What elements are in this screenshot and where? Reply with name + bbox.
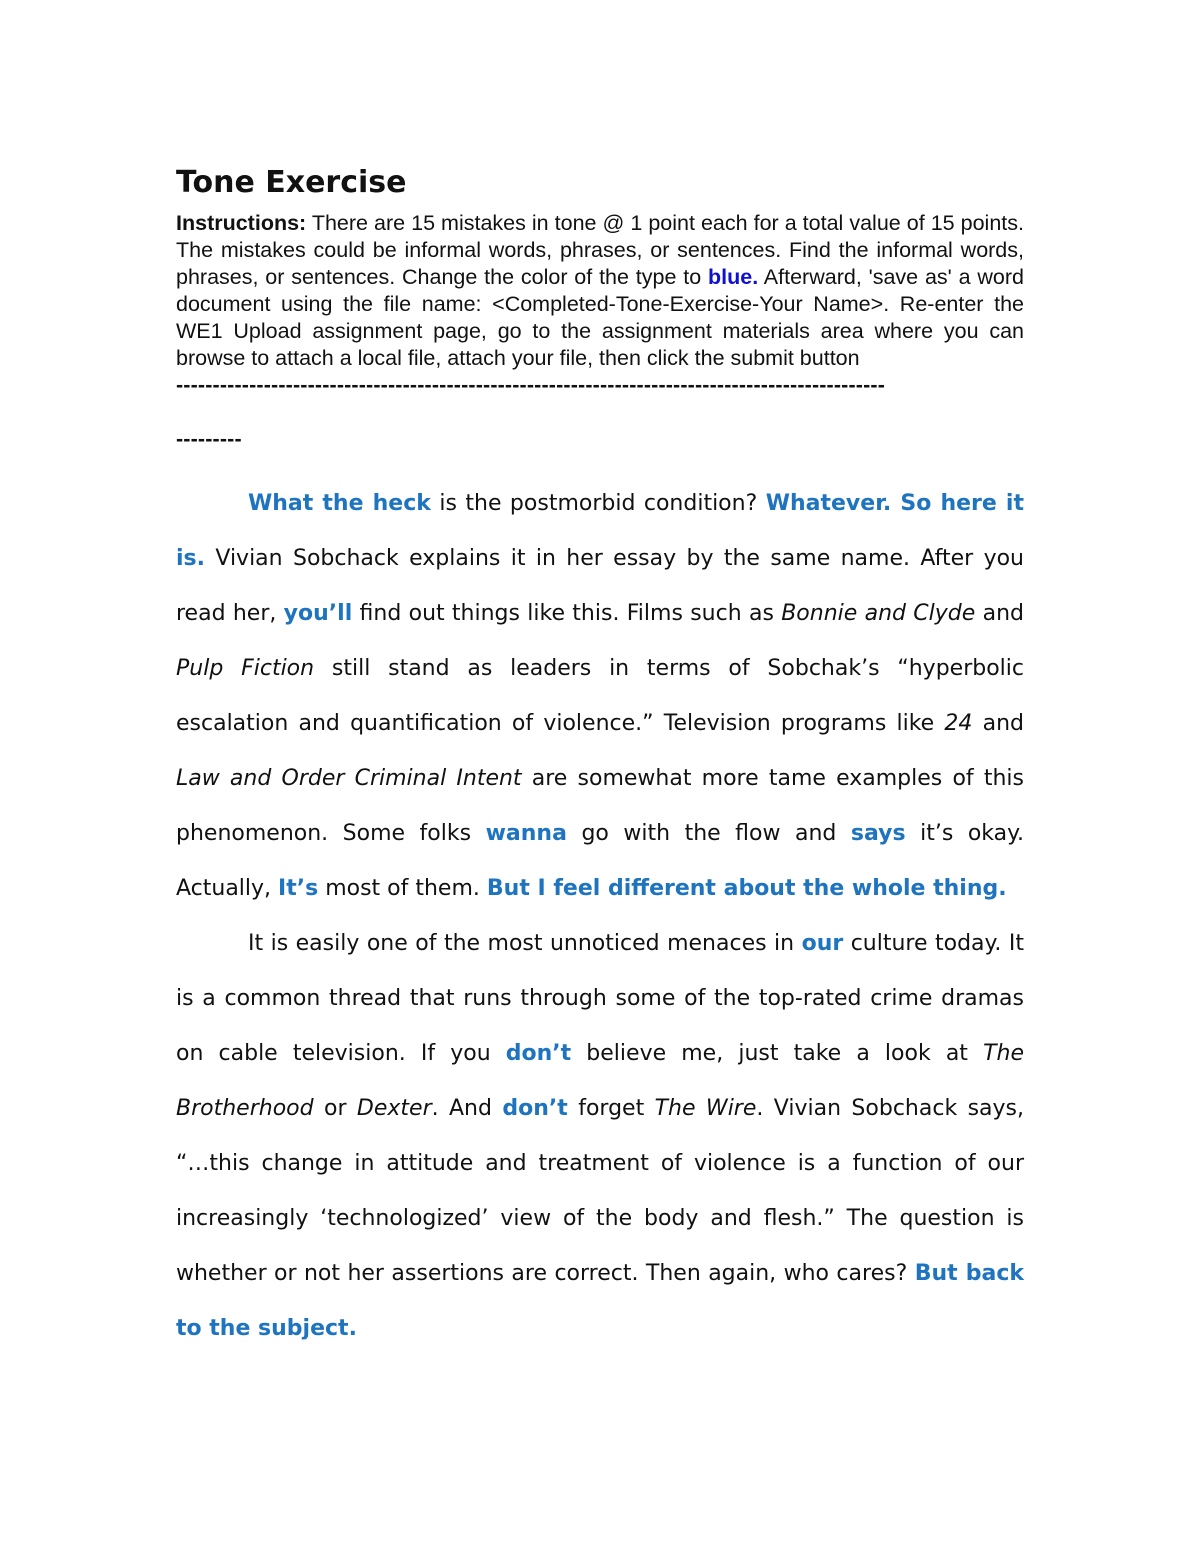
program-title: Law and Order Criminal Intent [176, 766, 522, 791]
text-run: forget [567, 1096, 655, 1121]
tone-mistake: What the heck [248, 491, 431, 516]
divider-line-1: ------------------------------------------------------------------------------------------------- [176, 373, 886, 397]
text-run: It is easily one of the most unnoticed menaces in [248, 931, 802, 956]
essay-paragraph-1 [176, 476, 1024, 916]
text-run: still stand as leaders in terms of Sobchak’s “hyperbolic escalation and quantification of violence.” Television programs like [176, 656, 1024, 736]
text-run: culture today. It is a common thread that runs through some of the top-rated crime dramas on cable television. If you [176, 931, 1024, 1066]
tone-mistake: don’t [502, 1096, 568, 1121]
divider-line-2: --------- [176, 427, 242, 451]
program-title: 24 [944, 711, 973, 736]
text-run: find out things like this. Films such as [352, 601, 782, 626]
text-run: . And [431, 1096, 503, 1121]
film-title: Pulp Fiction [176, 656, 315, 681]
film-title: Bonnie and Clyde [781, 601, 976, 626]
tone-mistake: Whatever. So here it is. [176, 491, 1024, 571]
text-run: and [972, 711, 1024, 736]
tone-mistake: But I feel different about the whole thing. [486, 876, 1007, 901]
program-title: The Wire [654, 1096, 757, 1121]
document-title: Tone Exercise [176, 165, 407, 200]
instructions-blue-word: blue. [708, 265, 759, 289]
program-title: The Brotherhood [176, 1041, 1024, 1121]
tone-mistake: don’t [505, 1041, 572, 1066]
text-run: is the postmorbid condition? [430, 491, 766, 516]
tone-mistake: our [801, 931, 844, 956]
text-run: Vivian Sobchack explains it in her essay by the same name. After you read her, [176, 546, 1024, 626]
tone-mistake: wanna [485, 821, 567, 846]
document-page [176, 160, 1024, 1356]
instructions-text-1: There are 15 mistakes in tone @ 1 point each for a total value of 15 points. The mistakes could be informal words, phrases, or sentences. Find the informal words, phrases, or sentences. Change the color of the type to [176, 211, 1024, 289]
text-run: are somewhat more tame examples of this phenomenon. Some folks [176, 766, 1024, 846]
program-title: Dexter [356, 1096, 432, 1121]
text-run: most of them. [318, 876, 487, 901]
tone-mistake: It’s [278, 876, 319, 901]
text-run: or [313, 1096, 357, 1121]
text-run: go with the flow and [566, 821, 851, 846]
instructions-text-2: Afterward, 'save as' a word document using the file name: <Completed-Tone-Exercise-Your Name>. Re-enter the WE1 Upload assignment page, go to the assignment materials area where you can browse to attach a local file, attach your file, then click the submit button [176, 265, 1024, 370]
text-run: it’s okay. Actually, [176, 821, 1024, 901]
instructions-label: Instructions: [176, 211, 307, 235]
essay-paragraph-2 [176, 916, 1024, 1356]
tone-mistake: But back to the subject. [176, 1261, 1024, 1341]
tone-mistake: you’ll [283, 601, 353, 626]
text-run: . Vivian Sobchack says, “…this change in attitude and treatment of violence is a function of our increasingly ‘technologized’ view of the body and flesh.” The question is whether or not her assertions are correct. Then again, who cares? [176, 1096, 1025, 1286]
instructions-paragraph [176, 210, 1024, 372]
text-run: and [975, 601, 1024, 626]
tone-mistake: says [850, 821, 906, 846]
text-run: believe me, just take a look at [571, 1041, 984, 1066]
